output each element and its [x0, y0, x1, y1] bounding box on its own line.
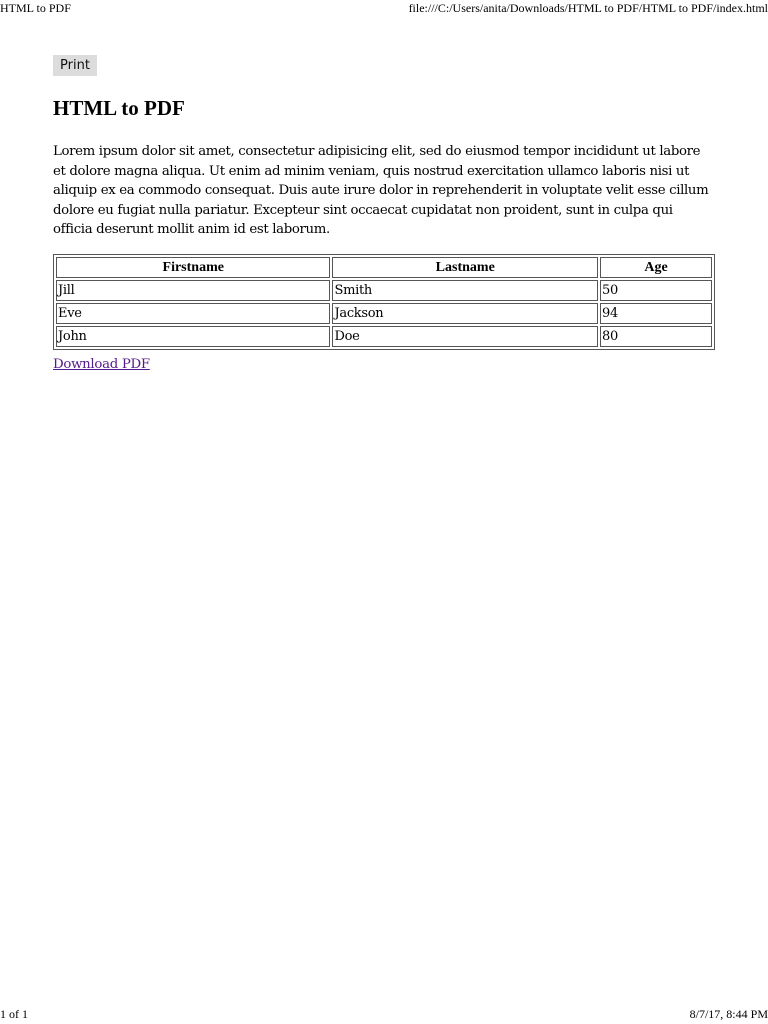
table-header-row: [56, 257, 712, 278]
people-table: [53, 254, 715, 350]
cell-firstname: Eve: [56, 303, 330, 324]
cell-lastname: Doe: [332, 326, 598, 347]
header-age: Age: [600, 257, 712, 278]
print-header-title: HTML to PDF: [0, 1, 71, 15]
cell-lastname: Smith: [332, 280, 598, 301]
header-firstname: Firstname: [56, 257, 330, 278]
table-row: [56, 326, 712, 347]
print-header-url: file:///C:/Users/anita/Downloads/HTML to PDF/HTML to PDF/index.html: [408, 1, 768, 15]
cell-age: 50: [600, 280, 712, 301]
cell-firstname: Jill: [56, 280, 330, 301]
cell-lastname: Jackson: [332, 303, 598, 324]
cell-age: 80: [600, 326, 712, 347]
table-row: [56, 280, 712, 301]
print-footer-datetime: 8/7/17, 8:44 PM: [689, 1007, 768, 1021]
print-button[interactable]: Print: [53, 55, 97, 76]
print-footer-page: 1 of 1: [0, 1007, 28, 1021]
cell-age: 94: [600, 303, 712, 324]
body-paragraph: Lorem ipsum dolor sit amet, consectetur adipisicing elit, sed do eiusmod tempor incididunt ut labore et dolore magna aliqua. Ut enim ad minim veniam, quis nostrud exercitation ullamco laboris nisi ut aliquip ex ea commodo consequat. Duis aute irure dolor in reprehenderit in voluptate velit esse cillum dolore eu fugiat nulla pariatur. Excepteur sint occaecat cupidatat non proident, sunt in culpa qui officia deserunt mollit anim id est laborum.: [53, 144, 709, 237]
download-pdf-link[interactable]: Download PDF: [53, 357, 150, 372]
table-row: [56, 303, 712, 324]
cell-firstname: John: [56, 326, 330, 347]
page-title: HTML to PDF: [53, 96, 185, 120]
header-lastname: Lastname: [332, 257, 598, 278]
